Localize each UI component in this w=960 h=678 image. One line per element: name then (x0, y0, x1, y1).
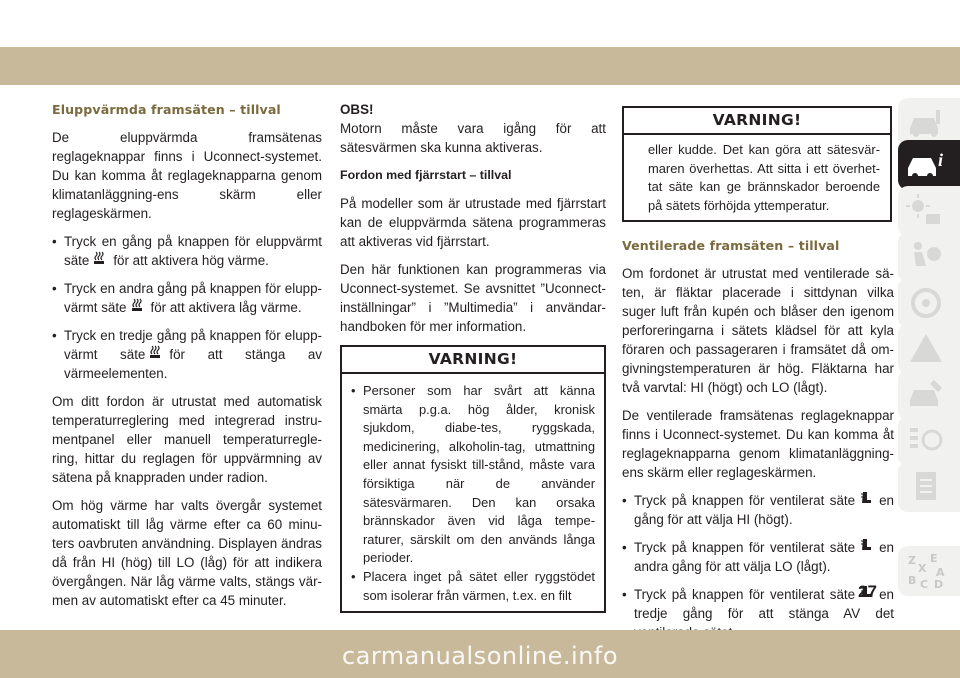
paragraph: På modeller som är utrustade med fjärrstart kan de eluppvärmda sätena programmeras att aktiveras vid fjärrstart. (340, 196, 606, 249)
list-item (622, 491, 894, 529)
list-item-text: en gång för att välja HI (högt). (634, 493, 894, 528)
warning-title: VARNING! (624, 108, 890, 135)
watermark: carmanualsonline.info (341, 642, 619, 670)
warning-box-continued (622, 106, 892, 222)
gauge-list-icon (904, 422, 948, 460)
note-text: Motorn måste vara igång för att sätesvärmen ska kunna aktiveras. (340, 121, 606, 155)
warning-title: VARNING! (342, 347, 604, 374)
list-item-text: en tredje gång för att stänga AV det (634, 587, 894, 622)
side-tab-road-warning[interactable] (898, 324, 960, 374)
ventilated-seat-icon (859, 538, 873, 554)
warning-item: • Placera inget på sätet eller ryggstödet som isolerar från värmen, t.ex. en filt (351, 568, 595, 605)
ventilated-seat-icon (859, 491, 873, 507)
road-warning-icon (904, 330, 948, 368)
warning-body (342, 374, 604, 611)
list-item-text: Tryck på knappen för ventilerat säte (634, 493, 856, 509)
svg-text:Z: Z (908, 554, 916, 567)
car-info-icon (904, 146, 948, 184)
svg-text:i: i (938, 150, 944, 170)
list-item-text: Tryck på knappen för ventilerat säte (634, 587, 856, 603)
list-item-text: Tryck en tredje gång på knappen för elupp-värmt säte (64, 328, 322, 362)
list-item-text: för att aktivera låg värme. (150, 300, 302, 315)
paragraph: Om ditt fordon är utrustat med automatisk temperaturreglering med integrerad instru-mentpanel eller manuell temperaturregle-ring, hittar du reglagen för uppvärmning av sätena på knappraden under radion. (52, 394, 322, 485)
warning-box (340, 345, 606, 613)
clipboard-icon (904, 468, 948, 506)
steering-wheel-icon (904, 284, 948, 322)
column-1 (52, 100, 322, 619)
list-item-text: Tryck på knappen för ventilerat säte (634, 540, 856, 556)
column-2 (340, 100, 606, 623)
list-item (52, 326, 322, 383)
top-margin (0, 0, 960, 44)
heated-seat-icon (149, 345, 163, 361)
bullet-list (52, 232, 322, 383)
column-3 (622, 106, 894, 651)
list-item-text: en andra gång för att välja LO (lågt). (634, 540, 894, 575)
page-number: 27 (858, 582, 877, 601)
sun-warning-icon (904, 192, 948, 230)
section-heading-heated-seats: Eluppvärmda framsäten – tillval (52, 102, 281, 117)
section-heading-ventilated-seats: Ventilerade framsäten – tillval (622, 238, 840, 254)
svg-text:C: C (920, 578, 929, 590)
warning-item: • Personer som har svårt att känna smärta p.g.a. hög ålder, kronisk sjukdom, diabe-tes, ryggskada, medicinering, alkoholin-tag, utmattning eller annat fysiskt till-stånd, måste vara försiktiga när de använder sätesvärmaren. Den kan orsaka brännskador även vid låga tempe-raturer, särskilt om den används långa perioder. (351, 382, 595, 568)
list-item-text: Tryck en andra gång på knappen för elupp-värmt säte (64, 281, 322, 315)
bullet-list (622, 491, 894, 642)
car-service-icon (904, 376, 948, 414)
side-tab-sun-warning[interactable] (898, 186, 960, 236)
side-tab-car-service[interactable] (898, 370, 960, 420)
car-wrench-icon (904, 104, 948, 142)
side-tab-clipboard[interactable] (898, 462, 960, 512)
airbag-person-icon (904, 238, 948, 276)
header-band (0, 47, 960, 85)
svg-text:X: X (918, 562, 927, 575)
heated-seat-icon (93, 251, 107, 267)
side-tab-steering[interactable] (898, 278, 960, 328)
side-tab-gauges[interactable] (898, 416, 960, 466)
svg-text:A: A (936, 566, 945, 579)
svg-text:B: B (908, 574, 917, 587)
side-tab-airbag[interactable] (898, 232, 960, 282)
subheading-remote-start: Fordon med fjärrstart – tillval (340, 168, 512, 182)
alphabet-index-icon (904, 552, 948, 590)
svg-text:E: E (930, 552, 938, 565)
list-item (52, 232, 322, 270)
list-item-text: för att stänga av värmeelementen. (64, 347, 322, 381)
list-item-text: Tryck en gång på knappen för eluppvärmt säte (64, 234, 322, 268)
warning-body: eller kudde. Det kan göra att sätesvär-maren överhettas. Att sitta i ett överhet-tat säte kan ge brännskador beroende på sätets förhöjda yttemperatur. (648, 142, 880, 213)
paragraph: Om hög värme har valts övergår systemet automatiskt till låg värme efter ca 60 minu-ters oavbruten användning. Displayen ändras då från HI (hög) till LO (låg) för att indikera övergången. När låg värme valts, stängs vär-men av automatiskt efter ca 45 minuter. (52, 498, 322, 608)
list-item-text: för att aktivera hög värme. (113, 253, 269, 268)
paragraph: De eluppvärmda framsätenas reglageknappar finns i Uconnect-systemet. Du kan komma åt reglageknapparna genom klimatanläggning-ens skärm eller reglageskärmen. (52, 130, 322, 221)
heated-seat-icon (131, 298, 145, 314)
svg-text:D: D (934, 578, 944, 590)
side-tab-index[interactable] (898, 546, 960, 596)
list-item (622, 538, 894, 576)
list-item (52, 279, 322, 317)
side-tab-car-info[interactable] (898, 140, 960, 190)
paragraph: Den här funktionen kan programmeras via Uconnect-systemet. Se avsnittet ”Uconnect-inställningar” i ”Multimedia” i användar-handboken för mer information. (340, 262, 606, 334)
paragraph: Om fordonet är utrustat med ventilerade sä-ten, är fläktar placerade i sittdynan vilka suger luft från kupén och blåser den igenom perforeringarna i sätets klädsel för att kyla föraren och passageraren i framsätet då om-givningstemperaturen är hög. Fläktarna har två varvtal: HI (högt) och LO (lågt). (622, 266, 894, 396)
paragraph: De ventilerade framsätenas reglageknappar finns i Uconnect-systemet. Du kan komma åt reglageknapparna genom klimatanläggning-ens skärm eller reglageskärmen. (622, 408, 894, 481)
note-title: OBS! (340, 102, 374, 117)
